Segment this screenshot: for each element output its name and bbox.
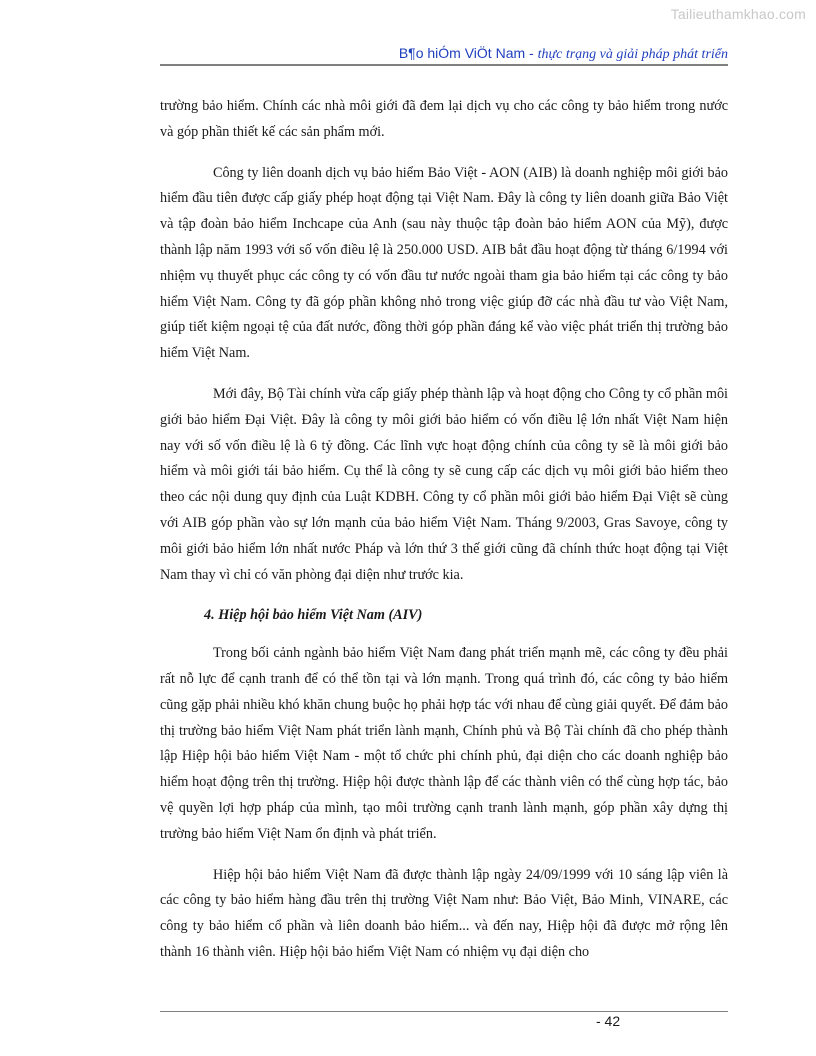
paragraph-1: trường bảo hiểm. Chính các nhà môi giới đã đem lại dịch vụ cho các công ty bảo hiểm trong nước và góp phần thiết kế các sản phẩm mới.	[160, 98, 728, 140]
watermark: Tailieuthamkhao.com	[670, 6, 806, 22]
paragraph-5: Hiệp hội bảo hiểm Việt Nam đã được thành lập ngày 24/09/1999 với 10 sáng lập viên là các công ty bảo hiểm hàng đầu trên thị trường Việt Nam như: Bảo Việt, Bảo Minh, VINARE, các công ty bảo hiểm cổ phần và liên doanh bảo hiểm... và đến nay, Hiệp hội đã được mở rộng lên thành 16 thành viên. Hiệp hội bảo hiểm Việt Nam có nhiệm vụ đại diện cho	[160, 866, 728, 960]
paragraph-4: Trong bối cảnh ngành bảo hiểm Việt Nam đang phát triển mạnh mẽ, các công ty đều phải rất nỗ lực để cạnh tranh để có thể tồn tại và lớn mạnh. Trong quá trình đó, các công ty bảo hiểm cũng gặp phải nhiều khó khăn chung buộc họ phải hợp tác với nhau để cùng giải quyết. Để đảm bảo thị trường bảo hiểm Việt Nam phát triển lành mạnh, Chính phủ và Bộ Tài chính đã cho phép thành lập Hiệp hội bảo hiểm Việt Nam - một tổ chức phi chính phủ, đại diện cho các doanh nghiệp bảo hiểm hoạt động trên thị trường. Hiệp hội được thành lập để các thành viên có thể cùng hợp tác, bảo vệ quyền lợi hợp pháp của mình, tạo môi trường cạnh tranh lành mạnh, góp phần xây dựng thị trường bảo hiểm Việt Nam ổn định và phát triển.	[160, 645, 728, 842]
paragraph-2: Công ty liên doanh dịch vụ bảo hiểm Bảo Việt - AON (AIB) là doanh nghiệp môi giới bảo hiểm đầu tiên được cấp giấy phép hoạt động tại Việt Nam. Đây là công ty liên doanh giữa Bảo Việt và tập đoàn bảo hiểm Inchcape của Anh (sau này thuộc tập đoàn bảo hiểm AON của Mỹ), được thành lập năm 1993 với số vốn điều lệ là 250.000 USD. AIB bắt đầu hoạt động từ tháng 6/1994 với nhiệm vụ thuyết phục các công ty có vốn đầu tư nước ngoài tham gia bảo hiểm tại các công ty bảo hiểm Việt Nam. Công ty đã góp phần không nhỏ trong việc giúp đỡ các nhà đầu tư vào Việt Nam, giúp tiết kiệm ngoại tệ của đất nước, đồng thời góp phần đáng kể vào việc phát triển thị trường bảo hiểm Việt Nam.	[160, 164, 728, 362]
footer-divider	[160, 1011, 728, 1012]
paragraph-3: Mới đây, Bộ Tài chính vừa cấp giấy phép thành lập và hoạt động cho Công ty cổ phần môi giới bảo hiểm Đại Việt. Đây là công ty môi giới bảo hiểm có vốn điều lệ lớn nhất Việt Nam hiện nay với số vốn điều lệ là 6 tỷ đồng. Các lĩnh vực hoạt động chính của công ty sẽ là môi giới bảo hiểm và môi giới tái bảo hiểm. Cụ thể là công ty sẽ cung cấp các dịch vụ môi giới bảo hiểm theo theo các nội dung quy định của Luật KDBH. Công ty cổ phần môi giới bảo hiểm Đại Việt sẽ cùng với AIB góp phần vào sự lớn mạnh của bảo hiểm Việt Nam. Tháng 9/2003, Gras Savoye, công ty môi giới bảo hiểm lớn nhất nước Pháp và lớn thứ 3 thế giới cũng đã chính thức hoạt động tại Việt Nam thay vì chỉ có văn phòng đại diện như trước kia.	[160, 385, 728, 583]
header-subtitle: thực trạng và giải pháp phát triển	[537, 47, 728, 62]
page-body	[160, 94, 728, 981]
header-brand: B¶o hiÓm ViÖt Nam	[398, 45, 526, 61]
header-divider	[160, 64, 728, 66]
section-heading: 4. Hiệp hội bảo hiểm Việt Nam (AIV)	[204, 607, 423, 624]
page-number: - 42	[596, 1013, 621, 1029]
header-separator: -	[525, 45, 538, 61]
page-header	[160, 44, 728, 64]
